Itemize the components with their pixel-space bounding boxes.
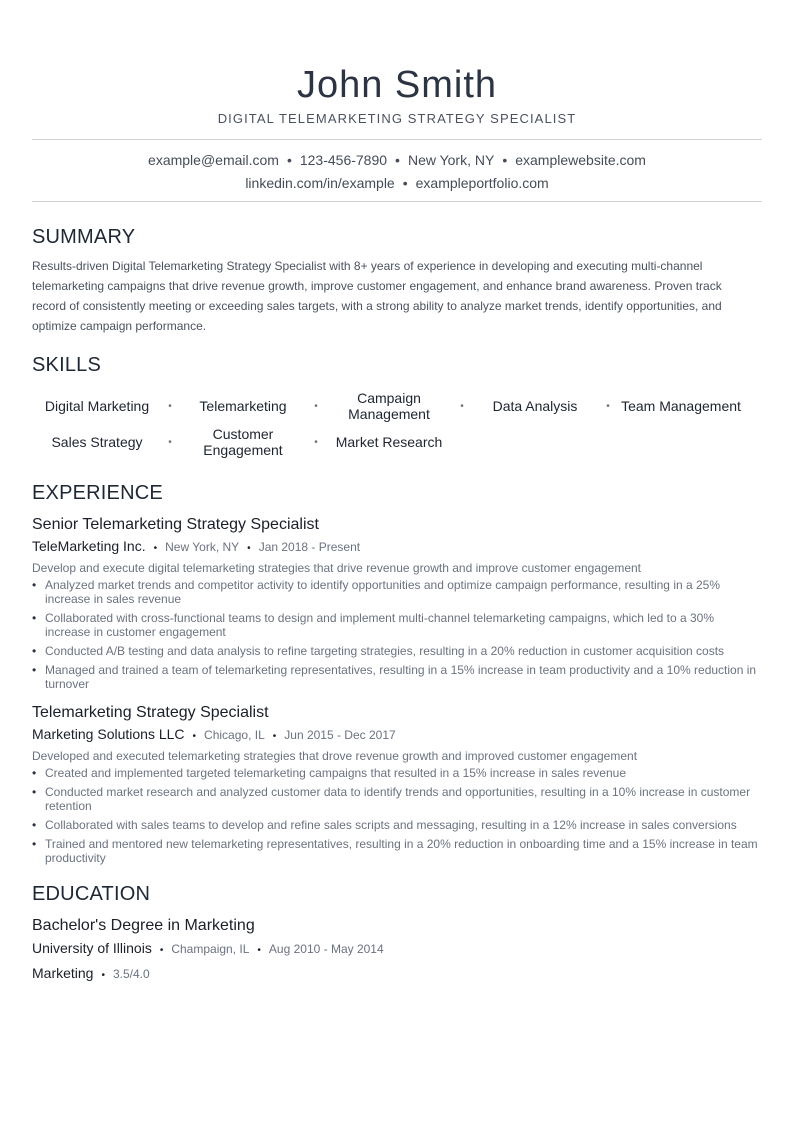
meta-separator: •: [101, 970, 105, 981]
meta-separator: •: [257, 945, 261, 956]
job-entry: [32, 515, 762, 691]
contact-separator: •: [395, 152, 400, 168]
education-major: Marketing: [32, 965, 94, 981]
job-company: TeleMarketing Inc.: [32, 538, 146, 554]
job-company: Marketing Solutions LLC: [32, 726, 185, 742]
bullet-dot: •: [32, 663, 37, 677]
job-title: Telemarketing Strategy Specialist: [32, 704, 269, 721]
achievement-text: Collaborated with cross-functional teams to design and implement multi-channel telemarketing campaigns, which led to a 30% increase in customer engagement: [45, 611, 715, 639]
resume-page: [32, 0, 762, 986]
job-achievements: [32, 766, 762, 865]
bullet-dot: •: [32, 785, 37, 799]
skill-separator: •: [606, 400, 610, 412]
education-school-line: [32, 938, 762, 961]
resume-header: [32, 0, 762, 127]
meta-separator: •: [192, 731, 197, 742]
experience-section: [32, 480, 762, 865]
achievement-text: Analyzed market trends and competitor activity to identify opportunities and optimize campaign performance, resulting in a 25% increase in sales revenue: [45, 578, 721, 606]
contact-separator: •: [502, 152, 508, 168]
skill-item: Telemarketing: [199, 398, 287, 414]
achievement-item: [32, 785, 760, 813]
education-entry: [32, 916, 762, 986]
skill-item: Sales Strategy: [51, 434, 143, 450]
education-degree: Bachelor's Degree in Marketing: [32, 917, 255, 934]
summary-text: Results-driven Digital Telemarketing Strategy Specialist with 8+ years of experience in developing and executing multi-channel telemarketing campaigns that drive revenue growth, improve customer engagement, and enhance brand awareness. Proven track record of consistently meeting or exceeding sales targets, with a strong ability to analyze market trends, identify opportunities, and optimize campaign performance.: [32, 259, 722, 333]
education-gpa: 3.5/4.0: [112, 967, 150, 981]
skills-section: [32, 352, 762, 460]
skill-separator: •: [168, 400, 172, 412]
education-school: University of Illinois: [32, 940, 152, 956]
summary-heading: SUMMARY: [32, 226, 136, 248]
skills-heading: SKILLS: [32, 354, 102, 376]
bullet-dot: •: [32, 818, 37, 832]
contact-line-1: [32, 149, 762, 172]
skill-separator: •: [168, 436, 172, 448]
skill-item: Market Research: [335, 434, 443, 450]
skills-row: [32, 424, 762, 460]
meta-separator: •: [153, 543, 158, 554]
contact-line-2: [32, 172, 762, 195]
contact-linkedin[interactable]: linkedin.com/in/example: [245, 175, 395, 191]
bullet-dot: •: [32, 837, 37, 851]
skill-separator: •: [314, 400, 318, 412]
contact-website[interactable]: examplewebsite.com: [515, 152, 646, 168]
achievement-item: [32, 611, 760, 639]
skill-item: Data Analysis: [492, 398, 578, 414]
achievement-item: [32, 818, 760, 832]
education-location: Champaign, IL: [171, 942, 250, 956]
education-heading: EDUCATION: [32, 883, 151, 905]
job-meta: [32, 725, 762, 746]
contact-email[interactable]: example@email.com: [148, 152, 279, 168]
header-divider-bottom: [32, 201, 762, 202]
skill-item: Campaign Management: [348, 390, 430, 422]
job-title: Senior Telemarketing Strategy Specialist: [32, 516, 319, 533]
job-location: New York, NY: [165, 540, 240, 554]
job-achievements: [32, 578, 762, 691]
contact-separator: •: [286, 152, 292, 168]
meta-separator: •: [247, 543, 251, 554]
bullet-dot: •: [32, 766, 37, 780]
job-meta: [32, 537, 762, 558]
candidate-name: John Smith: [296, 64, 498, 106]
achievement-item: [32, 766, 760, 780]
bullet-dot: •: [32, 578, 37, 592]
skills-list: [32, 388, 762, 460]
achievement-text: Conducted A/B testing and data analysis to refine targeting strategies, resulting in a 20% reduction in customer acquisition costs: [45, 644, 725, 658]
skill-item: Team Management: [621, 398, 741, 414]
contact-info: [32, 140, 762, 201]
bullet-dot: •: [32, 644, 37, 658]
job-location: Chicago, IL: [204, 728, 265, 742]
contact-portfolio[interactable]: exampleportfolio.com: [415, 175, 549, 191]
skill-separator: •: [314, 436, 318, 448]
meta-separator: •: [272, 731, 277, 742]
experience-heading: EXPERIENCE: [32, 482, 163, 504]
achievement-text: Conducted market research and analyzed customer data to identify trends and opportunities, resulting in a 10% increase in customer retention: [45, 785, 751, 813]
skill-separator: •: [460, 400, 464, 412]
skill-item: Digital Marketing: [44, 398, 150, 414]
candidate-title: DIGITAL TELEMARKETING STRATEGY SPECIALIST: [217, 111, 577, 126]
contact-location: New York, NY: [407, 152, 495, 168]
skills-row: [32, 388, 762, 424]
education-section: [32, 881, 762, 986]
job-dates: Jan 2018 - Present: [258, 540, 361, 554]
achievement-item: [32, 837, 760, 865]
education-dates: Aug 2010 - May 2014: [268, 942, 384, 956]
achievement-item: [32, 578, 760, 606]
job-description: Developed and executed telemarketing strategies that drove revenue growth and improved customer engagement: [32, 749, 638, 763]
contact-separator: •: [402, 175, 408, 191]
achievement-text: Collaborated with sales teams to develop and refine sales scripts and messaging, resulting in a 12% increase in sales conversions: [45, 818, 737, 832]
bullet-dot: •: [32, 611, 37, 625]
achievement-text: Managed and trained a team of telemarketing representatives, resulting in a 15% increase in team productivity and a 10% reduction in turnover: [45, 663, 757, 691]
contact-phone[interactable]: 123-456-7890: [299, 152, 388, 168]
job-dates: Jun 2015 - Dec 2017: [284, 728, 396, 742]
education-major-line: [32, 963, 762, 986]
job-description: Develop and execute digital telemarketing strategies that drive revenue growth and improve customer engagement: [32, 561, 642, 575]
job-entry: [32, 703, 762, 865]
achievement-item: [32, 663, 760, 691]
summary-section: [32, 224, 762, 336]
achievement-text: Trained and mentored new telemarketing representatives, resulting in a 20% reduction in onboarding time and a 15% increase in team productivity: [45, 837, 758, 865]
meta-separator: •: [159, 945, 164, 956]
achievement-text: Created and implemented targeted telemarketing campaigns that resulted in a 15% increase in sales revenue: [45, 766, 627, 780]
skill-item: Customer Engagement: [203, 426, 283, 458]
achievement-item: [32, 644, 760, 658]
